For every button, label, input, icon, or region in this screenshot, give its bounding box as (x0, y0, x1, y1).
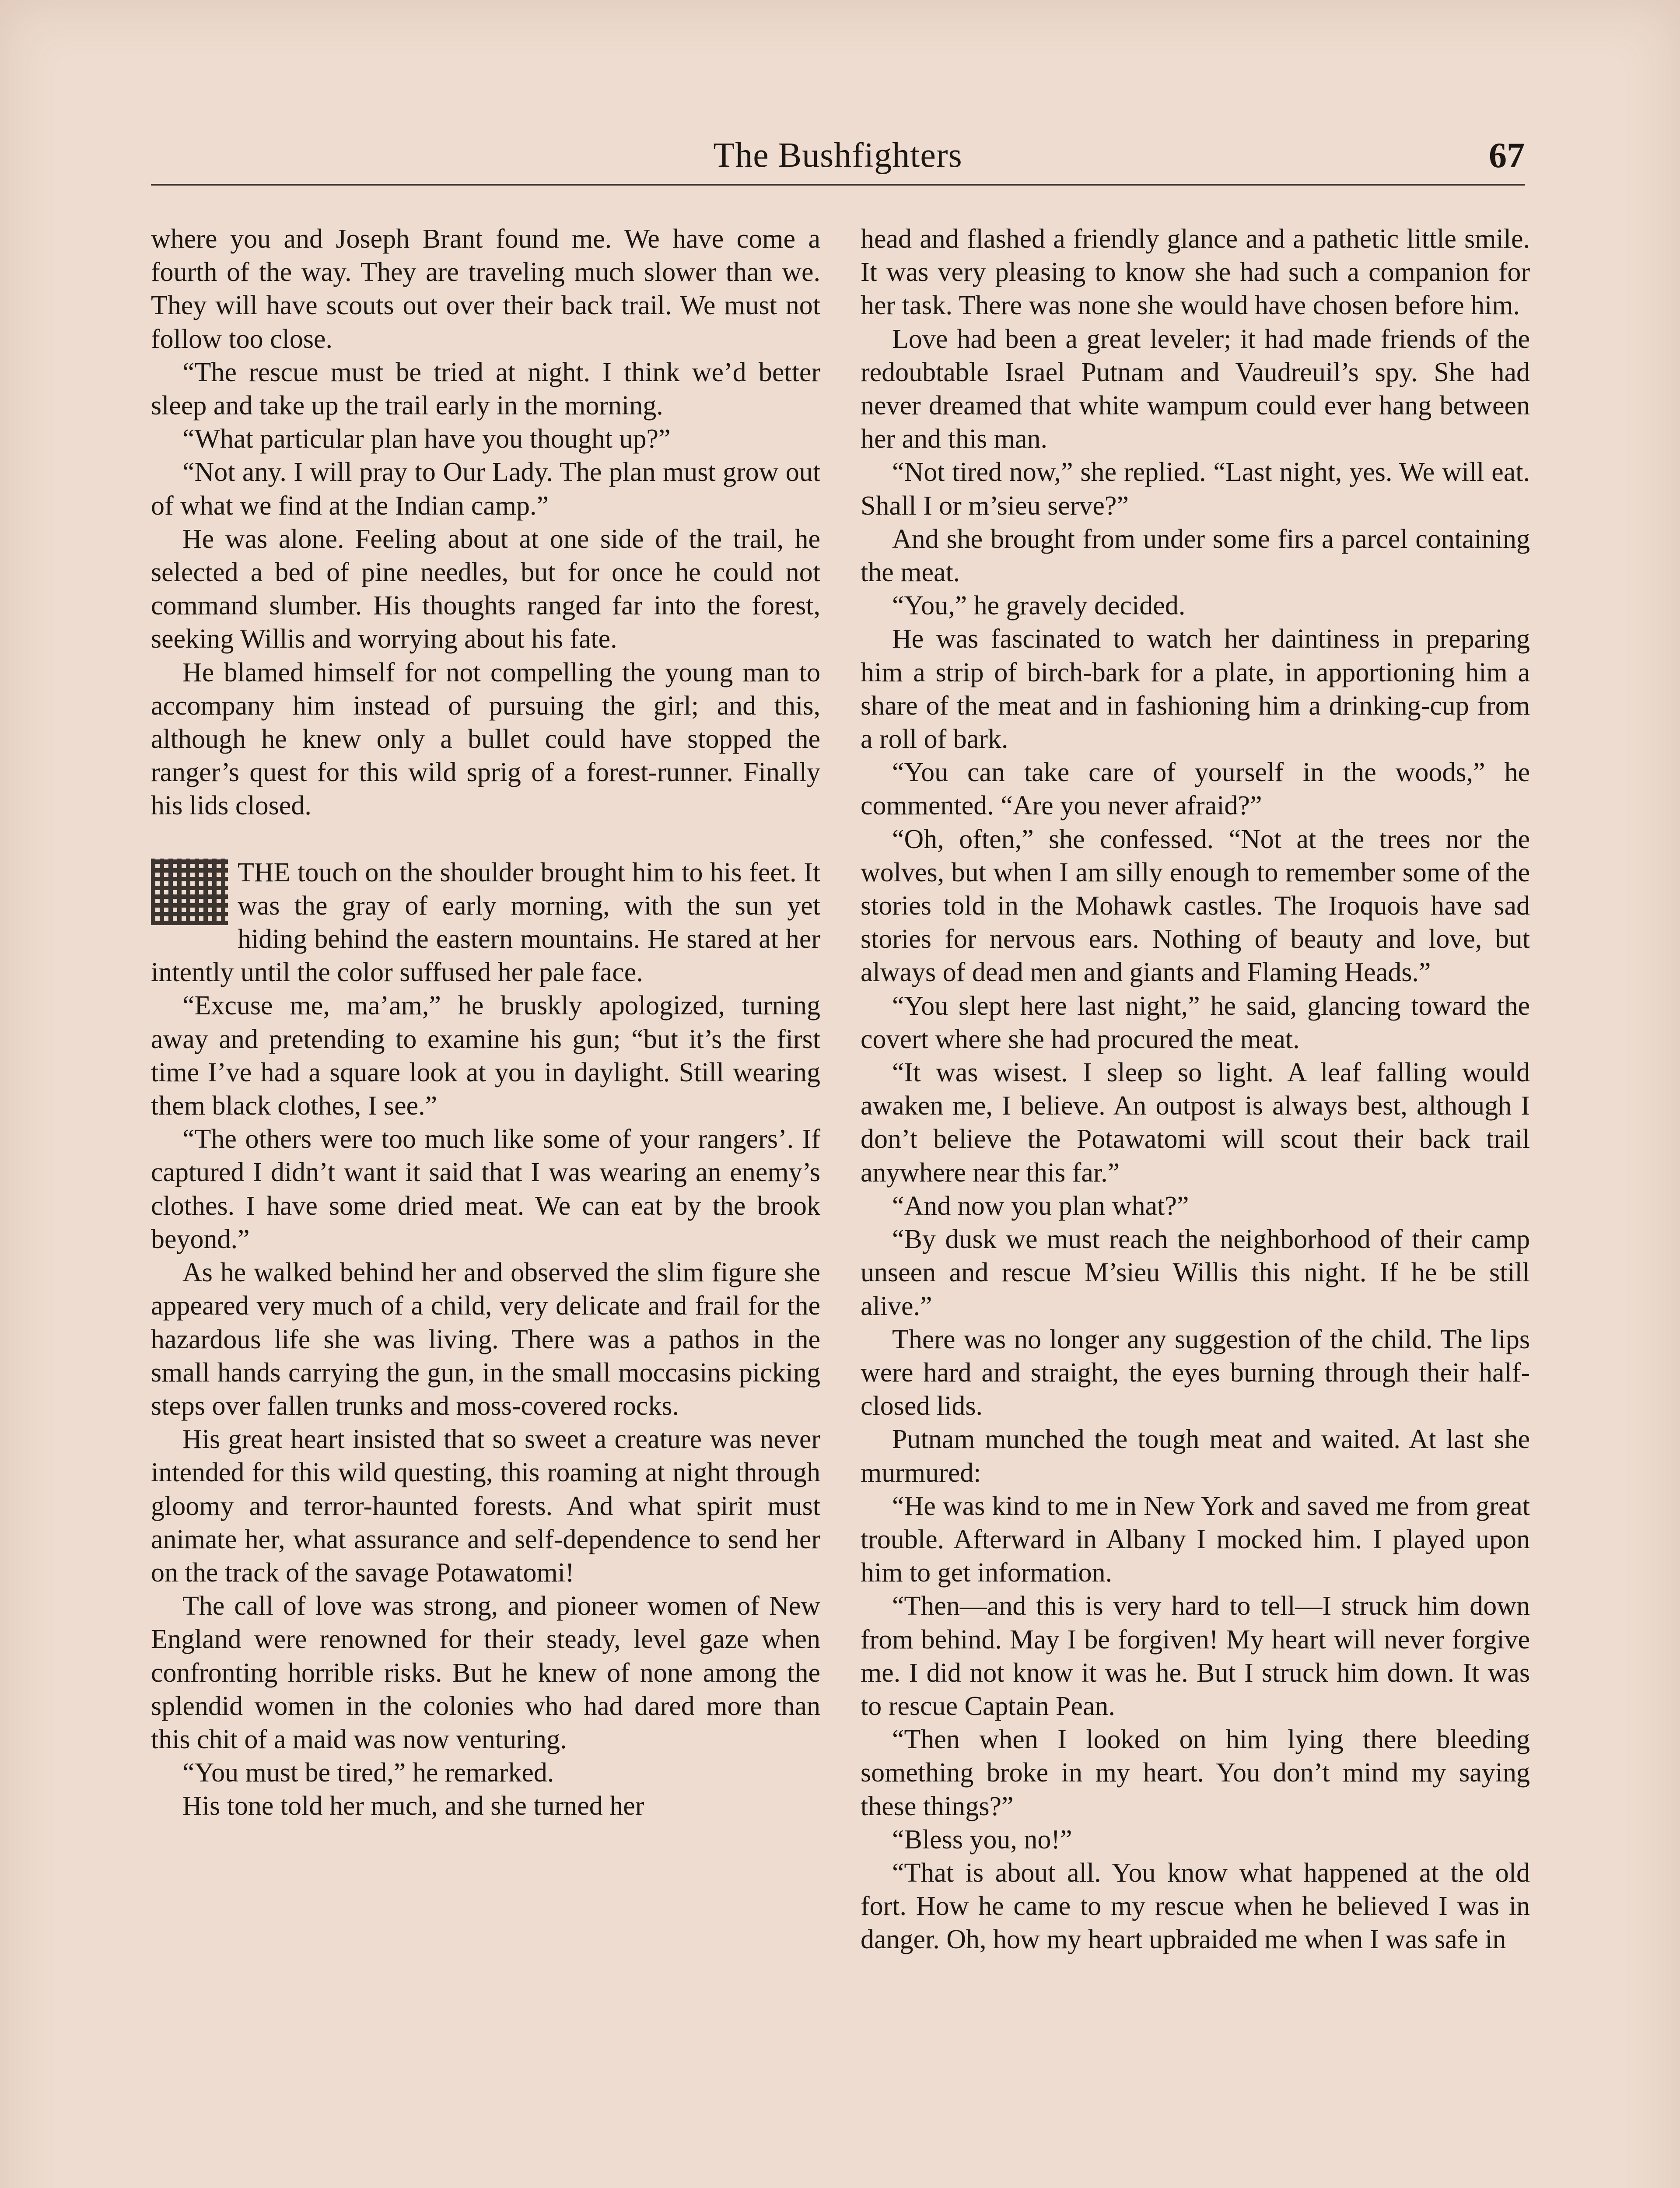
paragraph: “You,” he gravely decided. (892, 591, 1186, 621)
page-number: 67 (1489, 135, 1525, 175)
paragraph: “That is about all. You know what happened at the old fort. How he came to my rescue when he believed I was in danger. Oh, how my heart upbraided me when I was safe in (861, 1858, 1530, 1955)
paragraph: “Bless you, no!” (892, 1824, 1072, 1855)
paragraph: Putnam munched the tough meat and waited. At last she murmured: (861, 1424, 1530, 1488)
paragraph: head and flashed a friendly glance and a pathetic little smile. It was very pleasing to know she had such a companion for her task. There was none she would have chosen before him. (861, 224, 1530, 321)
paragraph: There was no longer any suggestion of the child. The lips were hard and straight, the eyes burning through their half-closed lids. (861, 1324, 1530, 1421)
paragraph: “You must be tired,” he remarked. (182, 1758, 554, 1788)
paragraph: “What particular plan have you thought up?” (182, 424, 671, 454)
paragraph: “Excuse me, ma’am,” he bruskly apologized, turning away and pretending to examine his gun; “but it’s the first time I’ve had a square look at you in daylight. Still wearing them black clothes, I see.” (151, 991, 820, 1121)
paragraph: “By dusk we must reach the neighborhood of their camp unseen and rescue M’sieu Willis this night. If he be still alive.” (861, 1224, 1530, 1321)
paragraph: “Not any. I will pray to Our Lady. The plan must grow out of what we find at the Indian camp.” (151, 457, 820, 521)
running-title: The Bushfighters (713, 136, 962, 175)
paragraph: His tone told her much, and she turned her (182, 1791, 644, 1821)
page-header (151, 131, 1525, 186)
paragraph: Love had been a great leveler; it had made friends of the redoubtable Israel Putnam and Vaudreuil’s spy. She had never dreamed that white wampum could ever hang between her and this man. (861, 324, 1530, 454)
paragraph: “Then—and this is very hard to tell—I struck him down from behind. May I be forgiven! My heart will never forgive me. I did not know it was he. But I struck him down. It was to rescue Captain Pean. (861, 1591, 1530, 1721)
paragraph: “Not tired now,” she replied. “Last night, yes. We will eat. Shall I or m’sieu serve?” (861, 457, 1530, 521)
section-break (151, 823, 820, 856)
paragraph: “The others were too much like some of your rangers’. If captured I didn’t want it said that I was wearing an enemy’s clothes. I have some dried meat. We can eat by the brook beyond.” (151, 1124, 820, 1254)
paragraph: And she brought from under some firs a parcel containing the meat. (861, 524, 1530, 588)
paragraph: “He was kind to me in New York and saved me from great trouble. Afterward in Albany I mocked him. I played upon him to get information. (861, 1491, 1530, 1588)
paragraph: “It was wisest. I sleep so light. A leaf falling would awaken me, I believe. An outpost is always best, although I don’t believe the Potawatomi will scout their back trail anywhere near this far.” (861, 1058, 1530, 1188)
left-column (151, 222, 820, 1823)
paragraph: “Then when I looked on him lying there bleeding something broke in my heart. You don’t mind my saying these things?” (861, 1725, 1530, 1821)
paragraph: “And now you plan what?” (892, 1191, 1189, 1221)
paragraph: “You can take care of yourself in the woods,” he commented. “Are you never afraid?” (861, 757, 1530, 821)
paragraph: As he walked behind her and observed the slim figure she appeared very much of a child, very delicate and frail for the hazardous life she was living. There was a pathos in the small hands carrying the gun, in the small moccasins picking steps over fallen trunks and moss-covered rocks. (151, 1258, 820, 1421)
paragraph: “The rescue must be tried at night. I think we’d better sleep and take up the trail early in the morning. (151, 357, 820, 421)
paragraph: His great heart insisted that so sweet a creature was never intended for this wild questing, this roaming at night through gloomy and terror-haunted forests. And what spirit must animate her, what assurance and self-dependence to send her on the track of the savage Potawatomi! (151, 1424, 820, 1588)
section-opening-paragraph: THE touch on the shoulder brought him to his feet. It was the gray of early morning, with the sun yet hiding behind the eastern mountains. He stared at her intently until the color suffused her pale face. (151, 857, 820, 988)
paragraph: He was fascinated to watch her daintiness in preparing him a strip of birch-bark for a plate, in apportioning him a share of the meat and in fashioning him a drinking-cup from a roll of bark. (861, 624, 1530, 754)
paragraph: where you and Joseph Brant found me. We have come a fourth of the way. They are traveling much slower than we. They will have scouts out over their back trail. We must not follow too close. (151, 224, 820, 354)
paragraph: He blamed himself for not compelling the young man to accompany him instead of pursuing the girl; and this, although he knew only a bullet could have stopped the ranger’s quest for this wild sprig of a forest-runner. Finally his lids closed. (151, 657, 820, 821)
paragraph: The call of love was strong, and pioneer women of New England were renowned for their steady, level gaze when confronting horrible risks. But he knew of none among the splendid women in the colonies who had dared more than this chit of a maid was now venturing. (151, 1591, 820, 1754)
section-ornament-icon (151, 859, 228, 925)
paragraph: “Oh, often,” she confessed. “Not at the trees nor the wolves, but when I am silly enough to remember some of the stories told in the Mohawk castles. The Iroquois have sad stories for nervous ears. Nothing of beauty and love, but always of dead men and giants and Flaming Heads.” (861, 824, 1530, 988)
right-column (861, 222, 1530, 1957)
paragraph: “You slept here last night,” he said, glancing toward the covert where she had procured the meat. (861, 991, 1530, 1054)
paragraph: He was alone. Feeling about at one side of the trail, he selected a bed of pine needles, but for once he could not command slumber. His thoughts ranged far into the forest, seeking Willis and worrying about his fate. (151, 524, 820, 654)
